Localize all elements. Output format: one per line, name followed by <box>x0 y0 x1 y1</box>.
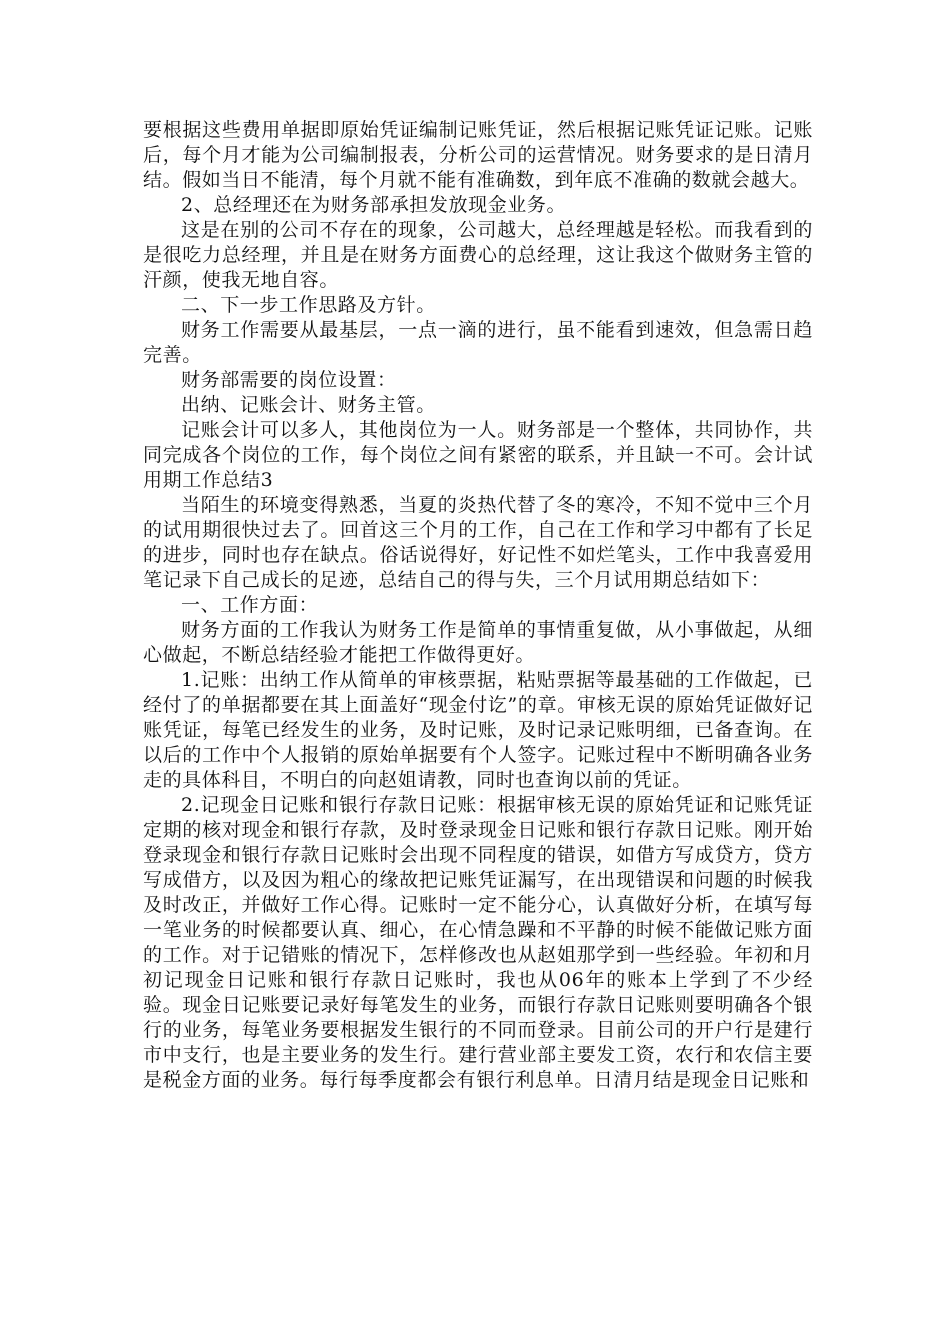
paragraph: 财务方面的工作我认为财务工作是简单的事情重复做，从小事做起，从细心做起，不断总结经验才能把工作做得更好。 <box>143 619 813 666</box>
paragraph: 财务部需要的岗位设置： <box>181 369 397 391</box>
paragraph: 出纳、记账会计、财务主管。 <box>181 394 436 416</box>
document-body <box>143 118 813 1093</box>
paragraph: 要根据这些费用单据即原始凭证编制记账凭证，然后根据记账凭证记账。记账后，每个月才能为公司编制报表，分析公司的运营情况。财务要求的是日清月结。假如当日不能清，每个月就不能有准确数，到年底不准确的数就会越大。 <box>143 119 813 191</box>
paragraph: 2、总经理还在为财务部承担发放现金业务。 <box>181 194 567 216</box>
paragraph: 这是在别的公司不存在的现象，公司越大，总经理越是轻松。而我看到的是很吃力总经理，并且是在财务方面费心的总经理，这让我这个做财务主管的汗颜，使我无地自容。 <box>143 219 813 291</box>
paragraph: 当陌生的环境变得熟悉，当夏的炎热代替了冬的寒冷，不知不觉中三个月的试用期很快过去了。回首这三个月的工作，自己在工作和学习中都有了长足的进步，同时也存在缺点。俗话说得好，好记性不如烂笔头，工作中我喜爱用笔记录下自己成长的足迹，总结自己的得与失，三个月试用期总结如下： <box>143 494 813 591</box>
section-heading: 二、下一步工作思路及方针。 <box>181 294 436 316</box>
paragraph: 2.记现金日记账和银行存款日记账：根据审核无误的原始凭证和记账凭证定期的核对现金和银行存款，及时登录现金日记账和银行存款日记账。刚开始登录现金和银行存款日记账时会出现不同程度的错误，如借方写成贷方，贷方写成借方，以及因为粗心的缘故把记账凭证漏写，在出现错误和问题的时候我及时改正，并做好工作心得。记账时一定不能分心，认真做好分析，在填写每一笔业务的时候都要认真、细心，在心情急躁和不平静的时候不能做记账方面的工作。对于记错账的情况下，怎样修改也从赵姐那学到一些经验。年初和月初记现金日记账和银行存款日记账时，我也从06年的账本上学到了不少经验。现金日记账要记录好每笔发生的业务，而银行存款日记账则要明确各个银行的业务，每笔业务要根据发生银行的不同而登录。目前公司的开户行是建行市中支行，也是主要业务的发生行。建行营业部主要发工资，农行和农信主要是税金方面的业务。每行每季度都会有银行利息单。日清月结是现金日记账和 <box>143 794 813 1091</box>
section-heading: 一、工作方面： <box>181 594 319 616</box>
paragraph: 财务工作需要从最基层，一点一滴的进行，虽不能看到速效，但急需日趋完善。 <box>143 319 813 366</box>
paragraph: 1.记账：出纳工作从简单的审核票据，粘贴票据等最基础的工作做起，已经付了的单据都要在其上面盖好“现金付讫”的章。审核无误的原始凭证做好记账凭证，每笔已经发生的业务，及时记账，及时记录记账明细，已备查询。在以后的工作中个人报销的原始单据要有个人签字。记账过程中不断明确各业务走的具体科目，不明白的向赵姐请教，同时也查询以前的凭证。 <box>143 669 813 791</box>
paragraph: 记账会计可以多人，其他岗位为一人。财务部是一个整体，共同协作，共同完成各个岗位的工作，每个岗位之间有紧密的联系，并且缺一不可。会计试用期工作总结3 <box>143 419 813 491</box>
